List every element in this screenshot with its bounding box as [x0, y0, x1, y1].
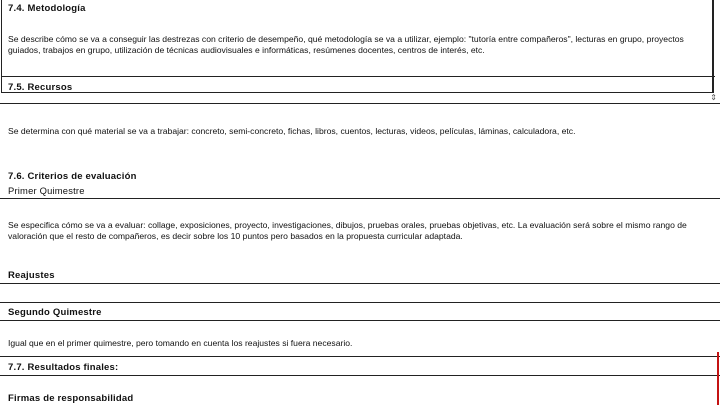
reajustes-label: Reajustes — [8, 270, 55, 281]
divider — [1, 76, 715, 77]
divider — [0, 302, 720, 303]
divider — [0, 198, 720, 199]
divider — [0, 103, 720, 104]
segundo-quimestre-label: Segundo Quimestre — [8, 307, 102, 318]
divider — [0, 283, 720, 284]
divider — [0, 320, 720, 321]
heading-criterios: 7.6. Criterios de evaluación — [8, 171, 137, 182]
heading-metodologia: 7.4. Metodología — [8, 3, 86, 14]
divider — [0, 356, 720, 357]
divider — [0, 375, 720, 376]
metodologia-text: Se describe cómo se va a conseguir las destrezas con criterio de desempeño, qué metodología se va a utilizar, ejemplo: "tutoría entre compañeros", lecturas en grupo, proyectos guiados, trabajos en grupo, utilización de técnicas audiovisuales e informáticas, resúmenes docentes, centros de interés, etc. — [8, 34, 684, 55]
heading-resultados: 7.7. Resultados finales: — [8, 362, 119, 373]
segundo-quimestre-text: Igual que en el primer quimestre, pero tomando en cuenta los reajustes si fuera necesario. — [8, 338, 353, 348]
heading-recursos: 7.5. Recursos — [8, 82, 73, 93]
accent-bar — [717, 352, 719, 405]
criterios-text: Se especifica cómo se va a evaluar: collage, exposiciones, proyecto, investigaciones, dibujos, pruebas orales, pruebas objetivas, etc. La evaluación será sobre el mismo rango de valoración que el resto de compañeros, es decir sobre los 10 puntos pero basados en la propuesta curricular adaptada. — [8, 220, 687, 241]
primer-quimestre-label: Primer Quimestre — [8, 185, 85, 196]
scroll-indicator-icon: ⇕ — [710, 93, 717, 102]
recursos-text: Se determina con qué material se va a trabajar: concreto, semi-concreto, fichas, libros, cuentos, lecturas, videos, películas, láminas, calculadora, etc. — [8, 126, 576, 136]
heading-firmas: Firmas de responsabilidad — [8, 393, 134, 404]
